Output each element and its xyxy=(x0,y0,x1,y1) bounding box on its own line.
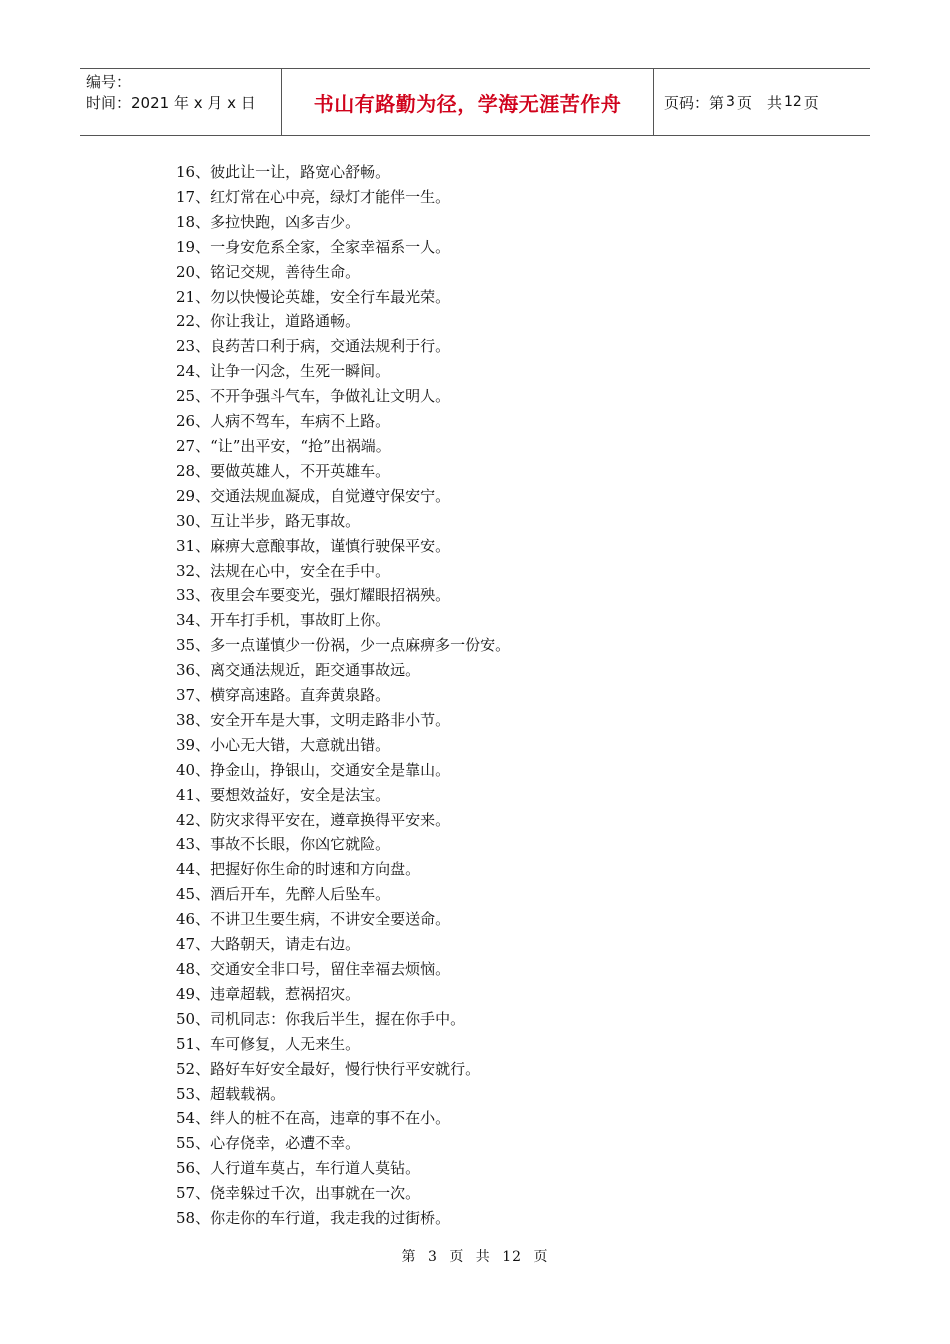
slogan-line: 40、挣金山，挣银山，交通安全是靠山。 xyxy=(176,760,451,779)
slogan-line: 27、“让”出平安，“抢”出祸端。 xyxy=(176,436,391,455)
page-suffix: 页 xyxy=(803,93,819,112)
slogan-line: 37、横穿高速路。直奔黄泉路。 xyxy=(176,686,391,705)
footer-mid1: 页 xyxy=(449,1249,465,1265)
slogan-line: 19、一身安危系全家，全家幸福系一人。 xyxy=(176,237,451,256)
slogan-line: 43、事故不长眼，你凶它就险。 xyxy=(176,835,391,854)
slogan-line: 46、不讲卫生要生病，不讲安全要送命。 xyxy=(176,910,451,929)
slogan-line: 33、夜里会车要变光，强灯耀眼招祸殃。 xyxy=(176,586,451,605)
page-current: 3 xyxy=(726,94,735,110)
slogan-line: 48、交通安全非口号，留住幸福去烦恼。 xyxy=(176,960,451,978)
slogan-line: 32、法规在心中，安全在手中。 xyxy=(176,561,391,580)
slogan-line: 51、车可修复，人无来生。 xyxy=(176,1034,361,1053)
footer-current: 3 xyxy=(427,1249,438,1265)
page-total: 12 xyxy=(783,94,802,110)
slogan-line: 21、勿以快慢论英雄，安全行车最光荣。 xyxy=(176,287,451,306)
header-motto-cell xyxy=(282,69,654,135)
slogan-line: 17、红灯常在心中亮，绿灯才能伴一生。 xyxy=(176,187,451,206)
slogan-line: 26、人病不驾车，车病不上路。 xyxy=(176,412,391,431)
slogan-line: 57、侥幸躲过千次，出事就在一次。 xyxy=(176,1184,421,1203)
slogan-line: 23、良药苦口利于病，交通法规利于行。 xyxy=(176,337,451,356)
document-time: 时间：2021 年 x 月 x 日 xyxy=(86,94,256,112)
document-number: 编号： xyxy=(86,73,132,91)
slogan-line: 44、把握好你生命的时速和方向盘。 xyxy=(176,860,421,879)
slogan-line: 47、大路朝天，请走右边。 xyxy=(176,935,361,954)
slogan-line: 52、路好车好安全最好，慢行快行平安就行。 xyxy=(176,1059,481,1078)
slogan-line: 28、要做英雄人，不开英雄车。 xyxy=(176,461,391,480)
footer-suffix: 页 xyxy=(533,1249,549,1265)
slogan-line: 42、防灾求得平安在，遵章换得平安来。 xyxy=(176,810,451,829)
slogan-line: 29、交通法规血凝成，自觉遵守保安宁。 xyxy=(176,486,451,505)
slogan-line: 36、离交通法规近，距交通事故远。 xyxy=(176,661,421,680)
page-header xyxy=(80,68,870,136)
page-prefix: 页码：第 xyxy=(664,93,725,112)
slogan-line: 58、你走你的车行道，我走我的过街桥。 xyxy=(176,1209,451,1228)
slogan-line: 30、互让半步，路无事故。 xyxy=(176,511,361,530)
header-page-info xyxy=(654,69,870,135)
slogan-line: 24、让争一闪念，生死一瞬间。 xyxy=(176,362,391,381)
footer-mid2: 共 xyxy=(475,1249,491,1265)
slogan-line: 38、安全开车是大事，文明走路非小节。 xyxy=(176,710,451,729)
slogan-line: 54、绊人的桩不在高，违章的事不在小。 xyxy=(176,1109,451,1128)
slogan-line: 45、酒后开车，先醉人后坠车。 xyxy=(176,885,391,904)
slogan-line: 49、违章超载，惹祸招灾。 xyxy=(176,984,361,1003)
slogan-line: 56、人行道车莫占，车行道人莫钻。 xyxy=(176,1159,421,1178)
slogan-line: 53、超载载祸。 xyxy=(176,1084,286,1103)
slogan-line: 25、不开争强斗气车，争做礼让文明人。 xyxy=(176,387,451,406)
slogan-line: 18、多拉快跑，凶多吉少。 xyxy=(176,212,361,231)
footer-total: 12 xyxy=(502,1249,523,1265)
header-meta xyxy=(80,69,282,135)
slogan-list xyxy=(176,160,510,1231)
slogan-line: 22、你让我让，道路通畅。 xyxy=(176,312,361,331)
header-motto: 书山有路勤为径，学海无涯苦作舟 xyxy=(313,91,622,116)
slogan-line: 55、心存侥幸，必遭不幸。 xyxy=(176,1134,361,1153)
page-footer xyxy=(0,1246,950,1266)
page-mid: 页 共 xyxy=(736,93,782,112)
slogan-line: 50、司机同志：你我后半生，握在你手中。 xyxy=(176,1009,466,1028)
slogan-line: 41、要想效益好，安全是法宝。 xyxy=(176,785,391,804)
footer-prefix: 第 xyxy=(401,1249,417,1265)
slogan-line: 20、铭记交规，善待生命。 xyxy=(176,262,361,281)
slogan-line: 34、开车打手机，事故盯上你。 xyxy=(176,611,391,630)
slogan-line: 39、小心无大错，大意就出错。 xyxy=(176,735,391,754)
slogan-line: 16、彼此让一让，路宽心舒畅。 xyxy=(176,163,391,181)
slogan-line: 31、麻痹大意酿事故，谨慎行驶保平安。 xyxy=(176,536,451,555)
slogan-line: 35、多一点谨慎少一份祸，少一点麻痹多一份安。 xyxy=(176,636,511,655)
